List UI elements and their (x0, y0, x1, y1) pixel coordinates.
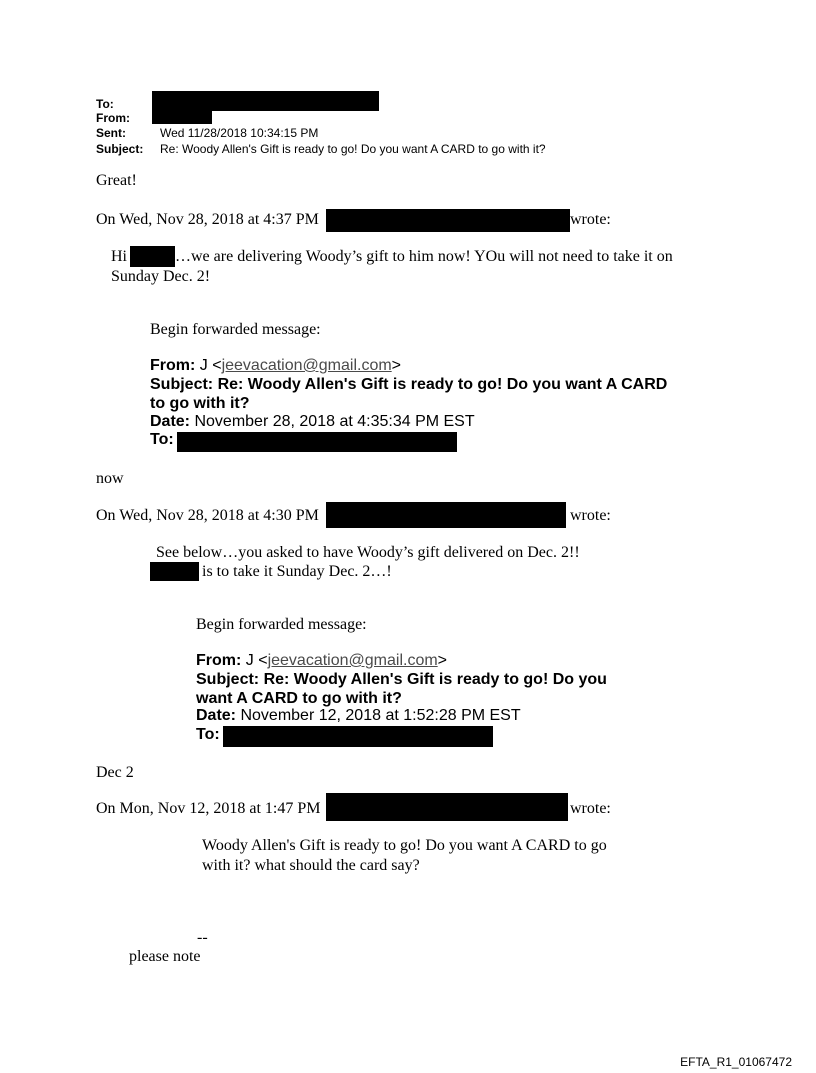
begin-forwarded: Begin forwarded message: (196, 616, 367, 633)
begin-forwarded: Begin forwarded message: (150, 321, 321, 338)
fwd-from (150, 357, 401, 375)
fwd-from-name: J < (199, 357, 222, 374)
subject-label: Subject: (96, 142, 144, 156)
signature-note: please note (129, 948, 201, 965)
redaction-block (177, 432, 457, 452)
body-line: See below…you asked to have Woody’s gift delivered on Dec. 2!! (156, 544, 580, 561)
body-hi: Hi (111, 248, 127, 265)
fwd-from-close: > (391, 357, 402, 374)
sent-value: Wed 11/28/2018 10:34:15 PM (160, 126, 319, 140)
body-line: Woody Allen's Gift is ready to go! Do you want A CARD to go (202, 837, 607, 854)
quote-wrote: wrote: (570, 211, 611, 228)
fwd-from-label: From: (196, 652, 242, 669)
quote-attribution: On Mon, Nov 12, 2018 at 1:47 PM (96, 800, 321, 817)
quote-attribution: On Wed, Nov 28, 2018 at 4:37 PM (96, 211, 319, 228)
fwd-from-close: > (437, 652, 448, 669)
redaction-block (326, 793, 568, 821)
fwd-to (196, 726, 220, 744)
reply-text: Great! (96, 172, 137, 189)
reply-text: Dec 2 (96, 764, 134, 781)
from-label: From: (96, 111, 130, 125)
fwd-to-label: To: (150, 431, 174, 448)
reply-text: now (96, 470, 124, 487)
fwd-from-name: J < (245, 652, 268, 669)
quote-attribution: On Wed, Nov 28, 2018 at 4:30 PM (96, 507, 319, 524)
body-line: is to take it Sunday Dec. 2…! (202, 563, 392, 580)
quote-wrote: wrote: (570, 800, 611, 817)
redaction-block (326, 502, 566, 528)
sent-label: Sent: (96, 126, 126, 140)
body-line: Sunday Dec. 2! (111, 268, 211, 285)
quote-wrote: wrote: (570, 507, 611, 524)
fwd-to-label: To: (196, 726, 220, 743)
redaction-block (150, 562, 199, 581)
fwd-date (150, 413, 475, 431)
fwd-date-label: Date: (150, 413, 191, 430)
redaction-block (326, 209, 570, 232)
fwd-subject: Subject: Re: Woody Allen's Gift is ready to go! Do you want A CARD to go with it? (196, 671, 607, 707)
fwd-date-value: November 28, 2018 at 4:35:34 PM EST (194, 413, 475, 430)
fwd-date-value: November 12, 2018 at 1:52:28 PM EST (240, 707, 521, 724)
redaction-block (130, 246, 175, 267)
fwd-to (150, 431, 174, 449)
redaction-block (152, 111, 212, 124)
body-line: …we are delivering Woody’s gift to him now! YOu will not need to take it on (175, 248, 673, 265)
redaction-block (152, 91, 379, 111)
subject-value: Re: Woody Allen's Gift is ready to go! Do you want A CARD to go with it? (160, 142, 546, 156)
email-link[interactable]: jeevacation@gmail.com (267, 652, 438, 669)
redaction-block (223, 726, 493, 747)
to-label: To: (96, 97, 114, 111)
fwd-date-label: Date: (196, 707, 237, 724)
fwd-date (196, 707, 521, 725)
fwd-from-label: From: (150, 357, 196, 374)
document-id: EFTA_R1_01067472 (680, 1055, 792, 1069)
signature-dashes: -- (197, 929, 208, 946)
body-line: with it? what should the card say? (202, 857, 420, 874)
fwd-from (196, 652, 447, 670)
email-link[interactable]: jeevacation@gmail.com (221, 357, 392, 374)
fwd-subject: Subject: Re: Woody Allen's Gift is ready to go! Do you want A CARD to go with it? (150, 376, 668, 412)
